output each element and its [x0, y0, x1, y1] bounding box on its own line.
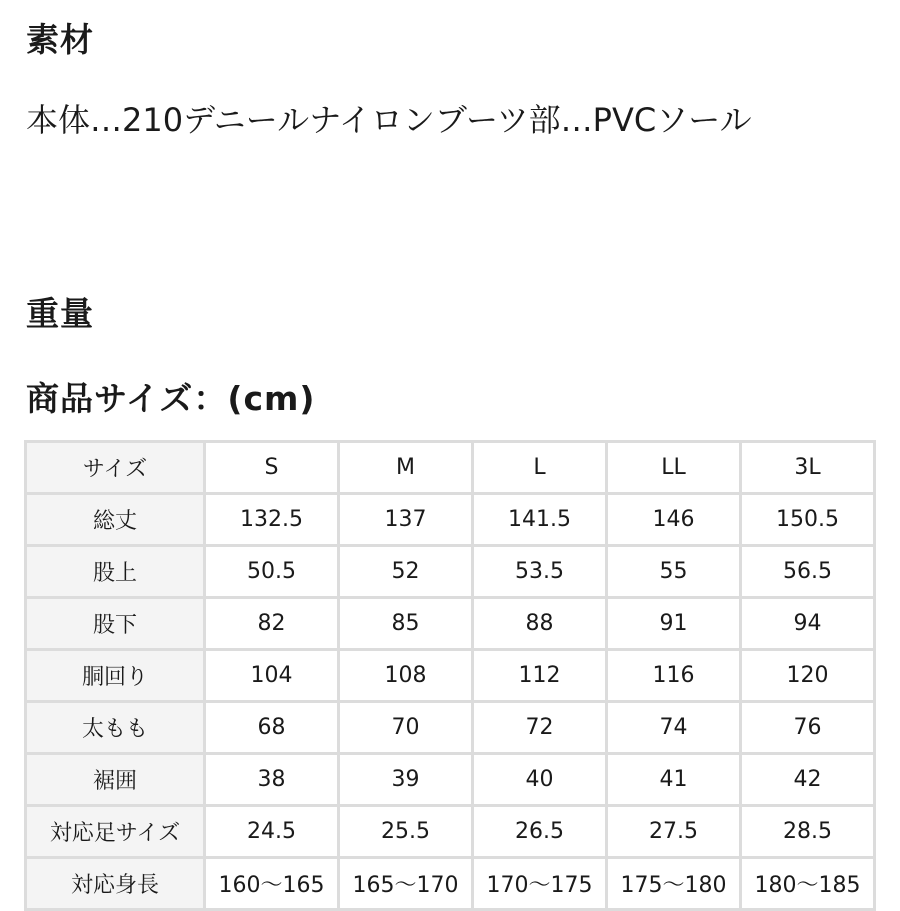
size-chart-table	[24, 440, 876, 911]
table-cell: LL	[608, 443, 739, 492]
table-cell: 104	[206, 651, 337, 700]
table-cell: 72	[474, 703, 605, 752]
table-cell: M	[340, 443, 471, 492]
table-cell: 38	[206, 755, 337, 804]
table-cell: 3L	[742, 443, 873, 492]
table-row	[27, 703, 873, 752]
row-label-cell: 胴回り	[27, 651, 203, 700]
table-header-row	[27, 443, 873, 492]
table-cell: 137	[340, 495, 471, 544]
table-cell: 82	[206, 599, 337, 648]
material-description: 本体…210デニールナイロンブーツ部…PVCソール	[26, 101, 752, 139]
table-cell: 40	[474, 755, 605, 804]
table-cell: L	[474, 443, 605, 492]
table-row	[27, 599, 873, 648]
weight-heading: 重量	[26, 294, 94, 333]
table-cell: 150.5	[742, 495, 873, 544]
table-cell: 53.5	[474, 547, 605, 596]
table-cell: 112	[474, 651, 605, 700]
table-row	[27, 807, 873, 856]
table-cell: 160〜165	[206, 859, 337, 908]
row-label-cell: 総丈	[27, 495, 203, 544]
table-cell: 170〜175	[474, 859, 605, 908]
table-cell: 55	[608, 547, 739, 596]
table-cell: 91	[608, 599, 739, 648]
table-cell: 146	[608, 495, 739, 544]
table-cell: 70	[340, 703, 471, 752]
table-cell: 39	[340, 755, 471, 804]
row-label-cell: 対応足サイズ	[27, 807, 203, 856]
table-cell: 25.5	[340, 807, 471, 856]
table-cell: 68	[206, 703, 337, 752]
table-cell: 56.5	[742, 547, 873, 596]
table-cell: 132.5	[206, 495, 337, 544]
row-label-cell: 股下	[27, 599, 203, 648]
table-cell: 175〜180	[608, 859, 739, 908]
table-cell: 41	[608, 755, 739, 804]
table-row	[27, 547, 873, 596]
table-row	[27, 755, 873, 804]
table-cell: S	[206, 443, 337, 492]
table-cell: 76	[742, 703, 873, 752]
table-row	[27, 651, 873, 700]
table-cell: 26.5	[474, 807, 605, 856]
table-cell: 141.5	[474, 495, 605, 544]
table-cell: 50.5	[206, 547, 337, 596]
row-label-cell: 対応身長	[27, 859, 203, 908]
table-cell: 74	[608, 703, 739, 752]
table-cell: 85	[340, 599, 471, 648]
size-chart-heading: 商品サイズ：(cm)	[26, 379, 316, 418]
table-cell: 94	[742, 599, 873, 648]
table-cell: 42	[742, 755, 873, 804]
table-cell: 24.5	[206, 807, 337, 856]
table-cell: 88	[474, 599, 605, 648]
table-cell: 120	[742, 651, 873, 700]
row-label-cell: 裾囲	[27, 755, 203, 804]
table-row	[27, 859, 873, 908]
row-label-cell: 太もも	[27, 703, 203, 752]
table-cell: 28.5	[742, 807, 873, 856]
table-cell: 108	[340, 651, 471, 700]
table-cell: 165〜170	[340, 859, 471, 908]
table-cell: 27.5	[608, 807, 739, 856]
table-cell: 180〜185	[742, 859, 873, 908]
table-row	[27, 495, 873, 544]
table-cell: 52	[340, 547, 471, 596]
row-label-cell: 股上	[27, 547, 203, 596]
material-heading: 素材	[26, 20, 94, 59]
table-cell: 116	[608, 651, 739, 700]
row-label-cell: サイズ	[27, 443, 203, 492]
